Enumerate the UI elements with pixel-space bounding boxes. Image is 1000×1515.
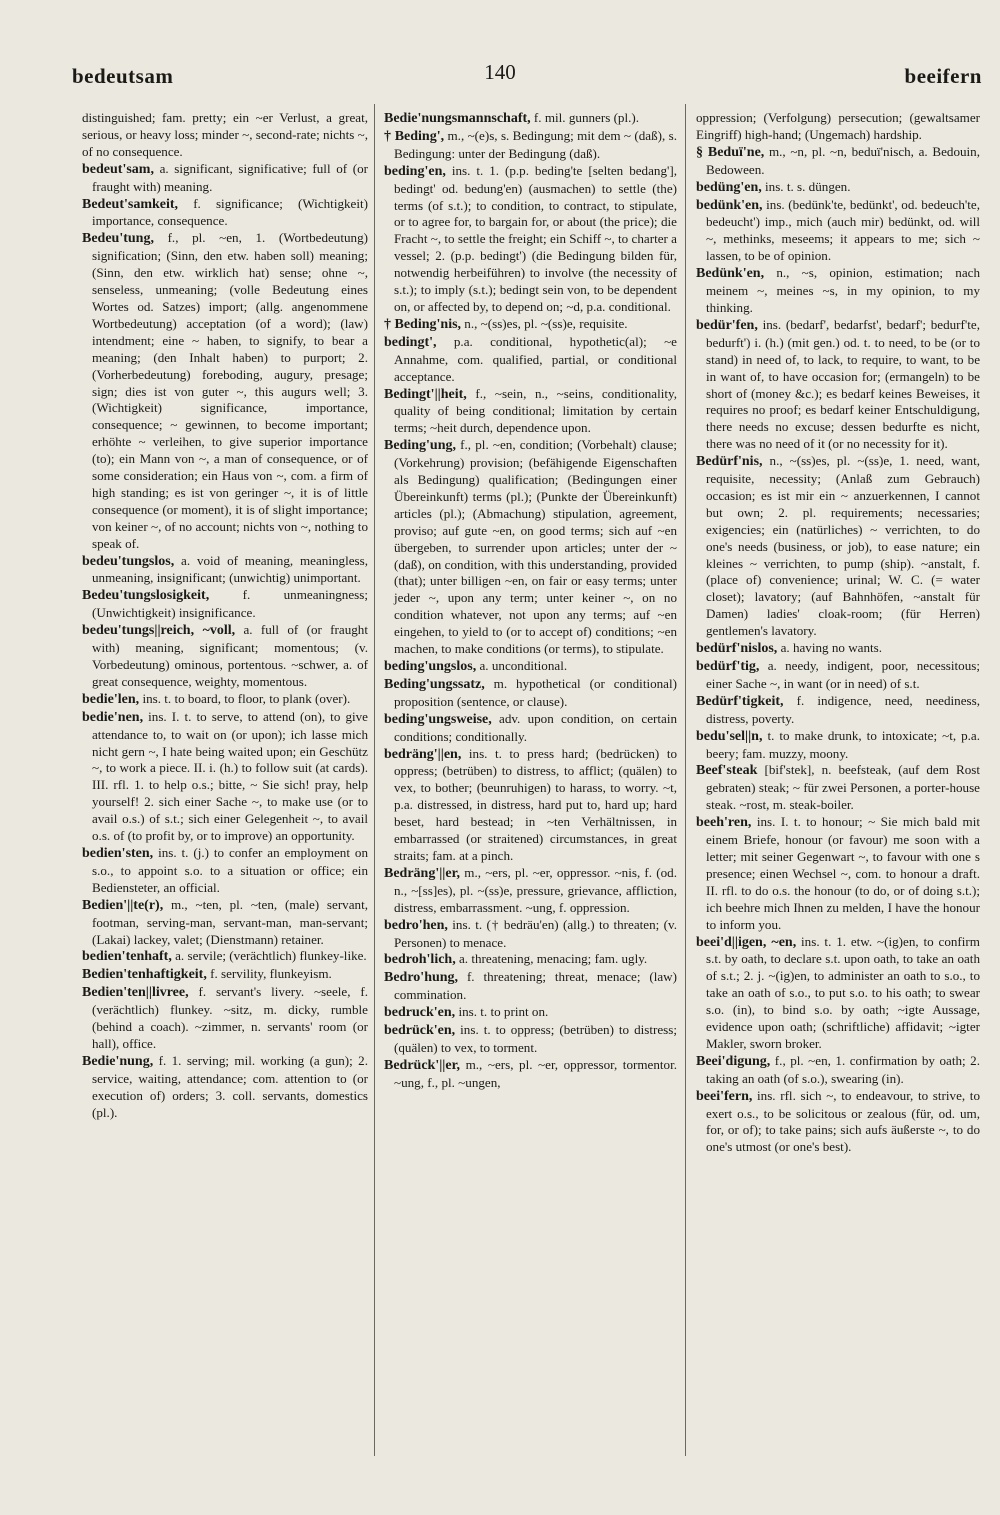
entry-definition: m., ~n, pl. ~n, beduï'nisch, a. Bedouin, Bedoween. <box>706 143 980 177</box>
dictionary-entry <box>696 762 980 814</box>
dictionary-entry <box>696 317 980 453</box>
entry-headword: Beei'digung, <box>696 1053 771 1069</box>
entry-headword: bedünk'en, <box>696 197 763 213</box>
entry-definition: a. full of (or fraught with) meaning, significant; momentous; (v. Vorbedeutung) ominous, portentous. ~schwer, a. of great consequence, weighty, momentous. <box>92 622 368 689</box>
dictionary-entry <box>82 691 368 709</box>
entry-headword: § Beduï'ne, <box>696 144 765 160</box>
entry-headword: beding'ungsweise, <box>384 711 492 727</box>
entry-definition: ins. t. to board, to floor, to plank (over). <box>139 690 351 706</box>
dictionary-entry <box>696 658 980 693</box>
entry-headword: bedruck'en, <box>384 1005 456 1021</box>
entry-definition: a. void of meaning, meaningless, unmeaning, insignificant; (unwichtig) unimportant. <box>92 552 368 586</box>
entry-definition: [bif'stek], n. beefsteak, (auf dem Rost gebraten) steak; ~ für zwei Personen, a porter-house steak. ~rost, m. steak-boiler. <box>706 762 980 813</box>
entry-headword: Bedie'nungsmannschaft, <box>384 111 531 126</box>
entry-headword: bedingt', <box>384 334 437 350</box>
entry-definition: f. significance; (Wichtigkeit) importance, consequence. <box>92 195 368 229</box>
entry-headword: Bedeu'tung, <box>82 231 154 247</box>
dictionary-entry <box>696 265 980 317</box>
entry-definition: ins. t. 1. (p.p. beding'te [selten bedang'], bedingt' od. bedung'en) (ausmachen) to settle (the) terms (of s.t.); to condition, to contract, to stipulate, or to agree for, to bargain for, or about (the price); die Fracht ~, to settle the freight; ein Schiff ~, to charter a vessel; 2. (p.p. bedingt') (die Bedingung bilden für, notwendig herbeiführen) to involve (the necessity of s.t.); to imply (s.t.); bedingt sein von, to be dependent on, or affected by, to depend on; ~d, p.a. conditional. <box>394 162 677 314</box>
entry-headword: bedien'sten, <box>82 845 154 861</box>
entry-headword: bedüng'en, <box>696 179 762 195</box>
column-middle <box>384 110 677 1092</box>
entry-definition: m., ~ers, pl. ~er, oppressor. ~nis, f. (od. n., ~[ss]es), pl. ~(ss)e, pressure, grievance, affliction, distress, embarrassment. ~ung, f. oppression. <box>394 864 677 915</box>
dictionary-entry <box>696 197 980 266</box>
entry-headword: Bedien'tenhaftigkeit, <box>82 967 207 983</box>
entry-headword: beei'fern, <box>696 1088 753 1104</box>
entry-headword: bedrück'en, <box>384 1023 456 1039</box>
column-right <box>696 110 980 1156</box>
entry-headword: bedürf'tig, <box>696 659 760 674</box>
dictionary-entry <box>82 622 368 691</box>
dictionary-entry <box>82 161 368 196</box>
entry-headword: Bedien'||te(r), <box>82 897 164 913</box>
entry-definition: a. threatening, menacing; fam. ugly. <box>455 951 648 967</box>
entry-headword: bedu'sel||n, <box>696 728 763 744</box>
dictionary-entry <box>696 179 980 197</box>
entry-headword: Bedrück'||er, <box>384 1057 461 1073</box>
entry-definition: f. unmeaningness; (Unwichtigkeit) insignificance. <box>92 587 368 621</box>
entry-definition: a. needy, indigent, poor, necessitous; einer Sache ~, in want (or in need) of s.t. <box>706 658 980 691</box>
dictionary-entry <box>82 709 368 845</box>
dictionary-entry <box>82 196 368 231</box>
dictionary-entry <box>384 969 677 1004</box>
entry-headword: bedie'nen, <box>82 709 144 725</box>
dictionary-entry <box>696 693 980 728</box>
entry-headword: Bedünk'en, <box>696 266 765 282</box>
dictionary-entry <box>82 948 368 966</box>
entry-headword: bedro'hen, <box>384 917 448 933</box>
entry-definition: ins. t. to print on. <box>455 1004 549 1020</box>
entry-definition: f., pl. ~en, condition; (Vorbehalt) clause; (Vorkehrung) provision; (befähigende Eigenschaften als Bedingung) qualification; (Bedingungen einer Übereinkunft) terms (pl.); (Punkte der Übereinkunft) articles (pl.); (Abmachung) stipulation, agreement, proviso; auf gute ~en, on good terms; sich auf ~en übergeben, to surrender upon articles; unter der ~ (daß), on condition, with this understanding, provided (that); unter billigen ~en, on fair or easy terms; unter jeder ~, upon any term; unter keiner ~, on no condition whatever, not upon any terms; auf ~en eingehen, to yield to (or to accept of) conditions; ~en machen, to make conditions (or terms), to stipulate. <box>394 437 677 657</box>
entry-headword: Bedie'nung, <box>82 1053 154 1069</box>
header-right-guide-word: beeifern <box>904 64 982 88</box>
entry-headword: † Beding'nis, <box>384 316 462 332</box>
entry-definition: m., ~ers, pl. ~er, oppressor, tormentor. ~ung, f., pl. ~ungen, <box>394 1056 677 1090</box>
entry-definition: a. having no wants. <box>777 640 883 656</box>
entry-headword: Bedien'ten||livree, <box>82 985 189 1001</box>
entry-definition: f., pl. ~en, 1. confirmation by oath; 2. taking an oath (of s.o.), swearing (in). <box>706 1052 980 1086</box>
entry-definition: ins. I. t. to honour; ~ Sie mich bald mit einem Briefe, honour (or favour) me soon with a letter; mit seiner Gegenwart ~, to favour with one s presence; einen Wechsel ~, com. to honour a draft. II. rfl. to do o.s. the honour (to do, or of doing s.t.); ich beehre mich Ihnen zu melden, I have the honour to inform you. <box>706 814 980 932</box>
dictionary-entry <box>696 640 980 658</box>
entry-headword: beeh'ren, <box>696 815 752 831</box>
entry-definition: p.a. conditional, hypothetic(al); ~e Annahme, com. qualified, partial, or conditional acceptance. <box>394 333 677 384</box>
dictionary-entry <box>696 453 980 640</box>
entry-definition: oppression; (Verfolgung) persecution; (gewaltsamer Eingriff) high-hand; (Ungemach) hardship. <box>696 110 980 142</box>
entry-headword: Bedingt'||heit, <box>384 386 467 402</box>
entry-headword: Beding'ung, <box>384 438 456 454</box>
entry-definition: ins. rfl. sich ~, to endeavour, to strive, to exert o.s., to be solicitous or zealous (für, od. um, for, or of); to take pains; sich aufs äußerste ~, to do one's utmost (or one's best). <box>706 1087 980 1155</box>
entry-headword: bedür'fen, <box>696 317 758 333</box>
dictionary-entry <box>82 230 368 552</box>
entry-headword: bedien'tenhaft, <box>82 949 172 965</box>
entry-definition: ins. t. († bedräu'en) (allg.) to threaten; (v. Personen) to menace. <box>394 916 677 950</box>
dictionary-entry <box>384 917 677 952</box>
entry-definition: ins. t. 1. etw. ~(ig)en, to confirm s.t. by oath, to declare s.t. upon oath, to take an oath of s.t.; 2. j. ~(ig)en, to administer an oath to s.o., to take an oath of s.o., to put s.o. to his oath; to swear s.o. (in), to bind s.o. by oath; ~igte Aussage, evidence upon oath; (schriftliche) affidavit; ~igter Makler, sworn broker. <box>706 933 980 1051</box>
entry-definition: m., ~(e)s, s. Bedingung; mit dem ~ (daß), s. Bedingung: unter der Bedingung (daß). <box>394 127 677 161</box>
dictionary-entry <box>384 110 677 128</box>
entry-definition: f. mil. gunners (pl.). <box>530 110 640 125</box>
entry-definition: ins. I. t. to serve, to attend (on), to give attendance to, to wait on (or upon); ich lasse mich nicht gern ~, I hate being waited upon; ein Geschütz ~, to work a piece. II. i. (h.) to follow suit (at cards). III. rfl. 1. to help o.s.; bitte, ~ Sie sich! pray, help yourself! 2. sich einer Sache ~, to make use (or to avail o.s.) of s.t.; sich einer Gelegenheit ~, to avail o.s. of (to profit by, or to improve) an opportunity. <box>92 708 368 844</box>
dictionary-entry <box>384 1057 677 1092</box>
entry-headword: Bedürf'tigkeit, <box>696 693 784 709</box>
dictionary-entry <box>82 553 368 588</box>
dictionary-entry <box>696 1053 980 1088</box>
entry-definition: n., ~s, opinion, estimation; nach meinem ~, meines ~s, in my opinion, to my thinking. <box>706 265 980 315</box>
dictionary-entry <box>696 110 980 144</box>
entry-headword: bedeu'tungs||reich, ~voll, <box>82 623 236 639</box>
entry-headword: Bedeu'tungslosigkeit, <box>82 588 210 604</box>
dictionary-entry <box>384 746 677 865</box>
entry-definition: f., ~sein, n., ~seins, conditionality, quality of being conditional; limitation by certain terms; ~heit durch, dependence upon. <box>394 385 677 436</box>
entry-headword: Bedräng'||er, <box>384 865 461 881</box>
entry-definition: ins. t. to press hard; (bedrücken) to oppress; (betrüben) to distress, to afflict; (quälen) to vex, to bother; (beunruhigen) to harass, to worry. ~t, p.a. distressed, in distress, hard put to, hard up; hard beset, hard bestead; in ~ten Verhältnissen, in embarrassed (or straitened) circumstances, in great straits; fam. at a pinch. <box>394 745 677 863</box>
entry-definition: distinguished; fam. pretty; ein ~er Verlust, a great, serious, or heavy loss; minder ~, second-rate; nichts ~, of no consequence. <box>82 110 368 159</box>
column-divider <box>374 104 375 1456</box>
entry-headword: bedroh'lich, <box>384 952 456 968</box>
entry-headword: bedürf'nislos, <box>696 641 778 657</box>
dictionary-entry <box>384 316 677 334</box>
page-header <box>0 58 1000 92</box>
entry-headword: bedeut'sam, <box>82 161 154 177</box>
dictionary-entry <box>696 934 980 1053</box>
entry-definition: ins. t. to oppress; (betrüben) to distress; (quälen) to vex, to torment. <box>394 1022 677 1055</box>
entry-headword: Bedro'hung, <box>384 970 459 986</box>
dictionary-entry <box>696 814 980 933</box>
entry-headword: bedräng'||en, <box>384 746 462 762</box>
dictionary-entry <box>82 984 368 1053</box>
entry-headword: beding'ungslos, <box>384 659 477 674</box>
entry-definition: n., ~(ss)es, pl. ~(ss)e, 1. need, want, requisite, necessity; (Anlaß zum Gebrauch) occasion; es ist mir ein ~ anzuerkennen, I cannot but own; 2. pl. requirements; necessaries; exigencies; ein (natürliches) ~ verrichten, to do one's needs (business, or job), to ease nature; ein kleines ~ verrichten, to pump (ship). ~anstalt, f. (place of) convenience; urinal; W. C. (= water closet); lavatory; (auf Bahnhöfen, ~anstalt für Damen) ladies' cloak-room; (für Herren) gentlemen's lavatory. <box>706 453 980 639</box>
entry-headword: bedie'len, <box>82 691 140 707</box>
dictionary-entry <box>384 711 677 746</box>
dictionary-entry <box>384 1022 677 1057</box>
entry-definition: m., ~ten, pl. ~ten, (male) servant, footman, serving-man, servant-man, man-servant; (Lakai) lackey, valet; (Dienstmann) retainer. <box>92 896 368 947</box>
entry-headword: Beding'ungssatz, <box>384 676 485 692</box>
entry-definition: f. threatening; threat, menace; (law) commination. <box>394 969 677 1003</box>
entry-definition: f. servant's livery. ~seele, f. (verächtlich) flunkey. ~sitz, m. dicky, rumble (behind a coach). ~zimmer, n. servants' room (or hall), office. <box>92 984 368 1051</box>
entry-definition: f. servility, flunkeyism. <box>206 966 332 982</box>
dictionary-entry <box>82 897 368 949</box>
entry-definition: ins. (bedarf', bedarfst', bedarf'; bedurf'te, bedurft') i. (h.) (mit gen.) od. t. to need, to be (or to stand) in need of, to lack, to require, to want, to be in want of, to have occasion for; (ermangeln) to be short of (money &c.); es bedarf keines Beweises, it requires no proof; es bedarf keiner Entschuldigung, there needs no excuse; dessen bedurfte es nicht, there was no need of it (or no necessity for it). <box>706 316 980 452</box>
entry-definition: ins. (bedünk'te, bedünkt', od. bedeuch'te, bedeucht') imp., mich (auch mir) bedünkt, od. will ~, methinks, meseems; it appears to me; sich ~ lassen, to be of opinion. <box>706 196 980 264</box>
dictionary-entry <box>384 1004 677 1022</box>
dictionary-entry <box>82 1053 368 1122</box>
entry-headword: beei'd||igen, ~en, <box>696 934 797 950</box>
entry-definition: f. 1. serving; mil. working (a gun); 2. service, waiting, attendance; com. attention to (or execution of) orders; 3. coll. servants, domestics (pl.). <box>92 1052 368 1120</box>
entry-definition: ins. t. (j.) to confer an employment on s.o., to appoint s.o. to a situation or office; ein Bediensteter, an official. <box>92 844 368 895</box>
dictionary-entry <box>384 163 677 316</box>
entry-headword: † Beding', <box>384 128 445 144</box>
entry-definition: n., ~(ss)es, pl. ~(ss)e, requisite. <box>461 315 628 331</box>
entry-headword: bedeu'tungslos, <box>82 553 175 569</box>
dictionary-entry <box>696 728 980 763</box>
column-left <box>82 110 368 1121</box>
entry-definition: a. significant, significative; full of (or fraught with) meaning. <box>92 160 368 194</box>
column-divider <box>685 104 686 1456</box>
dictionary-entry <box>82 845 368 897</box>
entry-headword: beding'en, <box>384 163 446 179</box>
entry-definition: adv. upon condition, on certain conditions; conditionally. <box>394 710 677 744</box>
header-left-guide-word: bedeutsam <box>72 64 174 88</box>
entry-definition: ins. t. s. düngen. <box>761 178 851 194</box>
entry-definition: a. servile; (verächtlich) flunkey-like. <box>171 948 367 964</box>
dictionary-entry <box>384 865 677 917</box>
dictionary-entry <box>696 144 980 179</box>
dictionary-entry <box>82 110 368 161</box>
entry-definition: f., pl. ~en, 1. (Wortbedeutung) signification; (Sinn, den etw. haben soll) meaning; (Sinn, den etw. wirklich hat) sense; ohne ~, senseless, unmeaning; (volle Bedeutung eines Wortes od. Satzes) import; (allg. angenommene Wortbedeutung) acceptation (of a word); (law) intendment; eine ~ haben, to signify, to bear a meaning; (den Inhalt haben) to purport; 2. (Vorherbedeutung) foreboding, augury, presage; sign; dies ist von guter ~, this augurs well; 3. (Wichtigkeit) significance, importance, consequence; ~ gewinnen, to become important; erhöhte ~ verleihen, to give superior importance (to); ein Mann von ~, a man of consequence, or of some consideration; ein Haus von ~, com. a firm of high standing; es ist von geringer ~, it is of little consequence (or moment), it is of slight importance; von keiner ~, of no account; nichts von ~, nothing to speak of. <box>92 230 368 551</box>
page-number: 140 <box>484 60 516 84</box>
entry-definition: t. to make drunk, to intoxicate; ~t, p.a. beery; fam. muzzy, moony. <box>706 727 980 761</box>
dictionary-entry <box>82 966 368 984</box>
dictionary-entry <box>82 587 368 622</box>
dictionary-entry <box>384 334 677 386</box>
entry-definition: f. indigence, need, neediness, distress, poverty. <box>706 692 980 726</box>
entry-headword: Bedürf'nis, <box>696 454 763 470</box>
dictionary-entry <box>384 951 677 969</box>
entry-headword: Beef'steak <box>696 763 758 779</box>
dictionary-entry <box>384 128 677 163</box>
dictionary-entry <box>696 1088 980 1157</box>
dictionary-entry <box>384 386 677 438</box>
dictionary-entry <box>384 437 677 658</box>
dictionary-entry <box>384 676 677 711</box>
entry-headword: Bedeut'samkeit, <box>82 196 179 212</box>
entry-definition: m. hypothetical (or conditional) proposition (sentence, or clause). <box>394 675 677 709</box>
entry-definition: a. unconditional. <box>476 658 568 673</box>
dictionary-entry <box>384 658 677 676</box>
